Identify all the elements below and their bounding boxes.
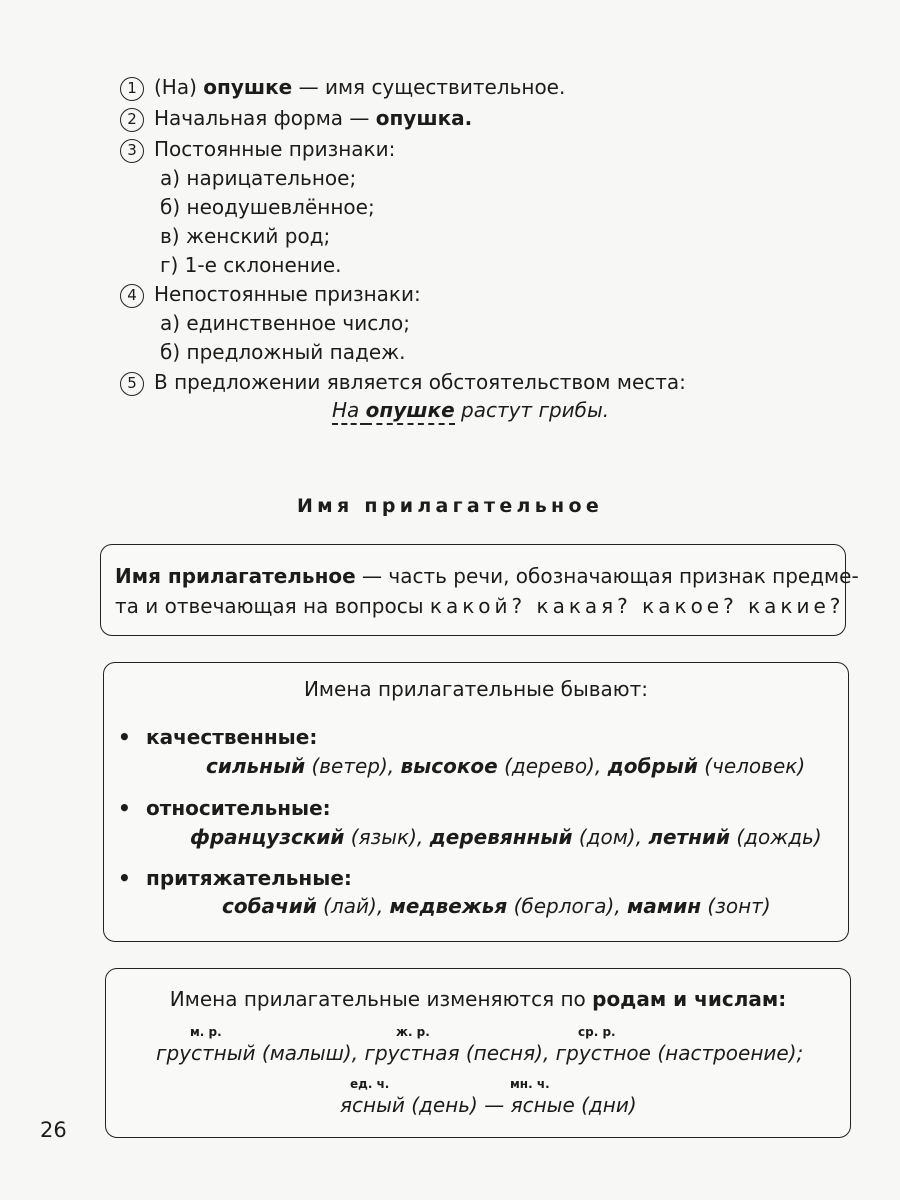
definition-questions: какой? какая? какое? какие? bbox=[429, 594, 845, 618]
parse-subitem: б) неодушевлённое; bbox=[160, 195, 375, 219]
parse-text: Начальная форма — bbox=[154, 106, 376, 130]
parse-subitem: б) предложный падеж. bbox=[160, 340, 406, 364]
parse-item-3 bbox=[120, 136, 395, 163]
label-plural: мн. ч. bbox=[510, 1077, 550, 1091]
definition-line1: — часть речи, обозначающая признак предме- bbox=[355, 564, 859, 588]
parse-item-4 bbox=[120, 281, 421, 308]
inflection-heading-text: Имена прилагательные изменяются по bbox=[169, 987, 593, 1011]
section-title: Имя прилагательное bbox=[296, 495, 604, 517]
parse-text: Непостоянные признаки: bbox=[154, 282, 421, 306]
circled-number: 4 bbox=[120, 284, 144, 308]
example-word: высокое bbox=[400, 754, 498, 778]
example-preposition: На bbox=[332, 398, 366, 425]
parse-item-2 bbox=[120, 105, 472, 132]
example-word: медвежья bbox=[389, 894, 508, 918]
parse-text: Постоянные признаки: bbox=[154, 137, 396, 161]
example-note: (лай), bbox=[316, 894, 390, 918]
types-heading: Имена прилагательные бывают: bbox=[303, 677, 649, 701]
type-possessive bbox=[118, 866, 352, 890]
circled-number: 2 bbox=[120, 108, 144, 132]
example-word: французский bbox=[190, 825, 345, 849]
gender-examples: грустный (малыш), грустная (песня), грустное (настроение); bbox=[156, 1041, 804, 1065]
example-note: (язык), bbox=[344, 825, 430, 849]
type-name: относительные: bbox=[146, 796, 331, 820]
label-singular: ед. ч. bbox=[350, 1077, 390, 1091]
example-note: (зонт) bbox=[701, 894, 771, 918]
example-word: собачий bbox=[222, 894, 317, 918]
type-examples bbox=[222, 894, 771, 918]
parse-bold-word: опушке bbox=[203, 75, 293, 99]
definition-text bbox=[115, 561, 859, 621]
parse-subitem: г) 1-е склонение. bbox=[160, 253, 342, 277]
example-note: (ветер), bbox=[305, 754, 401, 778]
parse-text: — имя существительное. bbox=[292, 75, 566, 99]
example-note: (дождь) bbox=[729, 825, 822, 849]
example-word: мамин bbox=[627, 894, 702, 918]
definition-box bbox=[100, 544, 859, 636]
parse-bold-word: опушка. bbox=[375, 106, 473, 130]
circled-number: 3 bbox=[120, 139, 144, 163]
bullet-dot: • bbox=[118, 725, 131, 749]
example-word: летний bbox=[648, 825, 730, 849]
parse-subitem: а) единственное число; bbox=[160, 311, 410, 335]
example-adverbial: опушке bbox=[366, 398, 455, 425]
label-neuter: ср. р. bbox=[578, 1025, 616, 1039]
parse-item-1 bbox=[120, 74, 565, 101]
inflection-box bbox=[105, 968, 851, 1138]
type-examples bbox=[190, 825, 822, 849]
inflection-heading-bold: родам и числам: bbox=[592, 987, 787, 1011]
types-box bbox=[103, 662, 849, 942]
circled-number: 5 bbox=[120, 372, 144, 396]
type-relative bbox=[118, 796, 331, 820]
example-note: (берлога), bbox=[507, 894, 628, 918]
definition-term: Имя прилагательное bbox=[115, 564, 356, 588]
inflection-heading bbox=[106, 987, 850, 1011]
circled-number: 1 bbox=[120, 77, 144, 101]
example-word: деревянный bbox=[429, 825, 573, 849]
example-note: (дом), bbox=[572, 825, 649, 849]
parse-subitem: а) нарицательное; bbox=[160, 166, 357, 190]
page-number: 26 bbox=[40, 1118, 67, 1142]
label-masculine: м. р. bbox=[190, 1025, 222, 1039]
type-examples bbox=[206, 754, 805, 778]
parse-text: (На) bbox=[154, 75, 204, 99]
example-rest: растут грибы bbox=[461, 398, 603, 422]
parse-subitem: в) женский род; bbox=[160, 224, 331, 248]
example-word: добрый bbox=[607, 754, 698, 778]
definition-line2: та и отвечающая на вопросы bbox=[115, 594, 430, 618]
parse-item-5 bbox=[120, 369, 686, 396]
parse-text: В предложении является обстоятельством места: bbox=[154, 370, 686, 394]
bullet-dot: • bbox=[118, 866, 131, 890]
type-name: притяжательные: bbox=[146, 866, 352, 890]
example-period: . bbox=[602, 398, 610, 422]
example-word: сильный bbox=[206, 754, 306, 778]
number-examples: ясный (день) — ясные (дни) bbox=[340, 1093, 637, 1117]
type-qualitative bbox=[118, 725, 317, 749]
bullet-dot: • bbox=[118, 796, 131, 820]
type-name: качественные: bbox=[146, 725, 318, 749]
example-note: (человек) bbox=[697, 754, 806, 778]
label-feminine: ж. р. bbox=[396, 1025, 430, 1039]
example-note: (дерево), bbox=[497, 754, 608, 778]
example-sentence bbox=[332, 398, 609, 422]
